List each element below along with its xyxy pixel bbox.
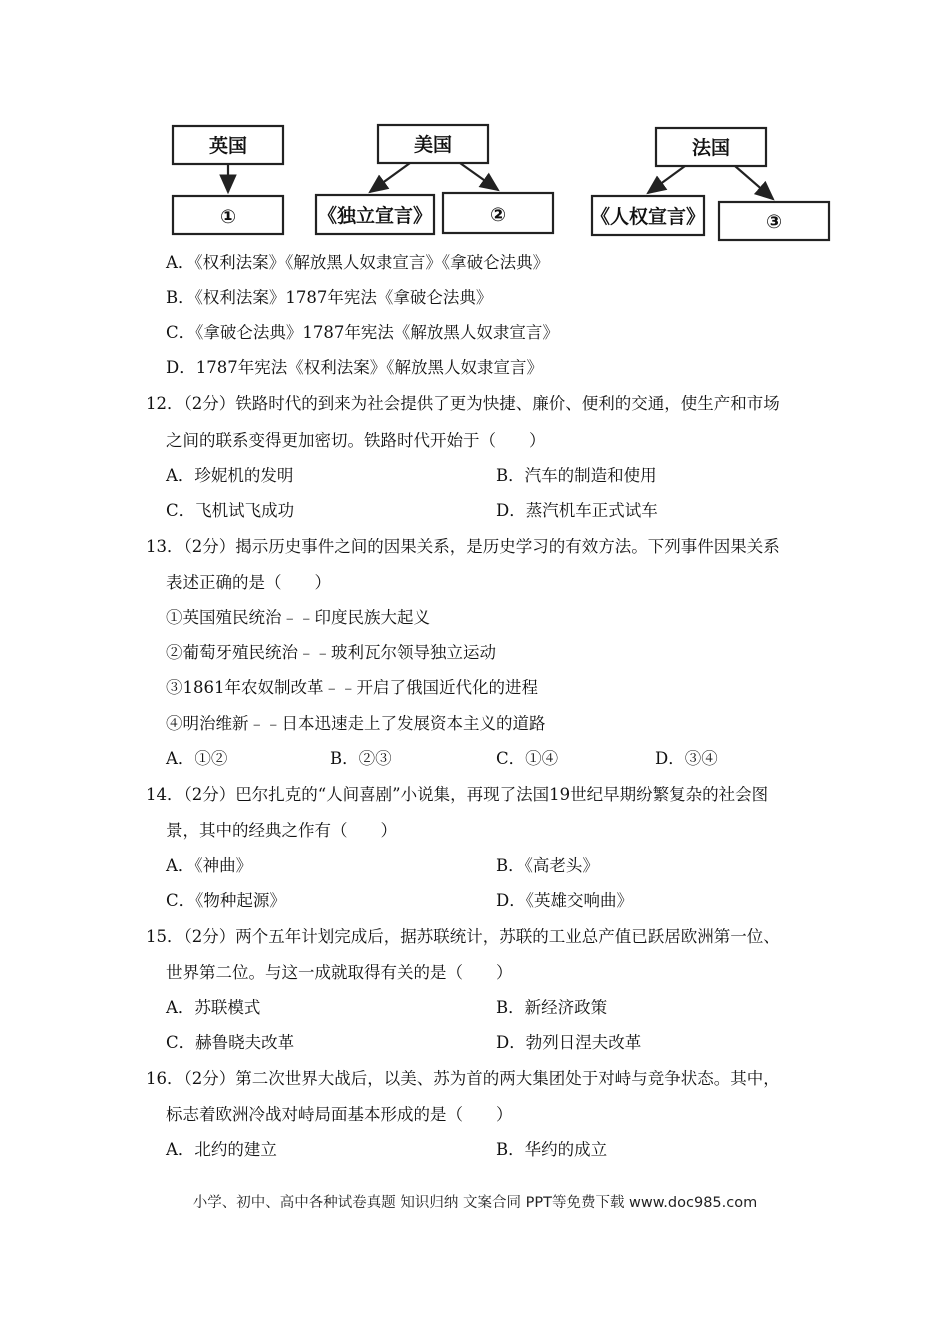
q15-option-b: B．新经济政策 [496, 998, 608, 1017]
q14-option-b: B．《高老头》 [496, 856, 599, 875]
label-england: 英国 [208, 135, 248, 157]
q13-item-4: ④明治维新﹣﹣日本迅速走上了发展资本主义的道路 [166, 714, 546, 733]
q14-option-d: D．《英雄交响曲》 [496, 891, 633, 910]
q14-option-a: A．《神曲》 [166, 856, 253, 875]
label-usa-doc: 《独立宣言》 [317, 205, 433, 227]
label-blank-2: ② [489, 204, 507, 226]
label-usa: 美国 [413, 134, 453, 156]
page-footer[interactable]: 小学、初中、高中各种试卷真题 知识归纳 文案合同 PPT等免费下载 www.doc985.com [192, 1195, 758, 1211]
q11-option-d: D．1787年宪法《权利法案》《解放黑人奴隶宣言》 [166, 358, 543, 377]
q14-option-c: C．《物种起源》 [166, 891, 286, 910]
q14-stem-line1: 14．（2分）巴尔扎克的“人间喜剧”小说集，再现了法国19世纪早期纷繁复杂的社会图 [146, 785, 769, 804]
arrow-france-right [735, 166, 773, 199]
q13-option-b: B．②③ [330, 749, 392, 768]
diagram-figure [170, 118, 835, 243]
q13-item-1: ①英国殖民统治﹣﹣印度民族大起义 [166, 608, 430, 627]
q15-option-d: D．勃列日涅夫改革 [496, 1033, 642, 1052]
q11-option-b: B．《权利法案》1787年宪法《拿破仑法典》 [166, 288, 493, 307]
q12-stem-line1: 12．（2分）铁路时代的到来为社会提供了更为快捷、廉价、便利的交通，使生产和市场 [146, 394, 780, 413]
arrow-usa-right [460, 163, 498, 190]
q13-item-2: ②葡萄牙殖民统治﹣﹣玻利瓦尔领导独立运动 [166, 643, 496, 662]
q15-option-a: A．苏联模式 [166, 998, 261, 1017]
q13-stem-line2: 表述正确的是（ ） [166, 573, 331, 592]
q13-item-3: ③1861年农奴制改革﹣﹣开启了俄国近代化的进程 [166, 678, 538, 697]
arrow-france-left [648, 166, 685, 193]
q12-option-b: B．汽车的制造和使用 [496, 466, 657, 485]
label-france-doc: 《人权宣言》 [590, 206, 706, 228]
q14-stem-line2: 景，其中的经典之作有（ ） [166, 821, 397, 840]
diagram-svg [170, 118, 835, 243]
label-blank-1: ① [219, 206, 237, 228]
label-france: 法国 [691, 137, 731, 159]
q15-stem-line1: 15．（2分）两个五年计划完成后，据苏联统计，苏联的工业总产值已跃居欧洲第一位、 [146, 927, 780, 946]
q11-option-c: C．《拿破仑法典》1787年宪法《解放黑人奴隶宣言》 [166, 323, 559, 342]
q12-option-a: A．珍妮机的发明 [166, 466, 294, 485]
q16-stem-line1: 16．（2分）第二次世界大战后，以美、苏为首的两大集团处于对峙与竞争状态。其中， [146, 1069, 780, 1088]
label-blank-3: ③ [765, 211, 783, 233]
q12-option-d: D．蒸汽机车正式试车 [496, 501, 658, 520]
q12-stem-line2: 之间的联系变得更加密切。铁路时代开始于（ ） [166, 431, 546, 450]
q15-stem-line2: 世界第二位。与这一成就取得有关的是（ ） [166, 963, 513, 982]
q11-option-a: A．《权利法案》《解放黑人奴隶宣言》《拿破仑法典》 [166, 253, 550, 272]
q13-option-c: C．①④ [496, 749, 559, 768]
q16-option-b: B．华约的成立 [496, 1140, 608, 1159]
q16-option-a: A．北约的建立 [166, 1140, 277, 1159]
q13-option-a: A．①② [166, 749, 228, 768]
q12-option-c: C．飞机试飞成功 [166, 501, 295, 520]
arrow-usa-left [370, 163, 410, 192]
q13-stem-line1: 13．（2分）揭示历史事件之间的因果关系，是历史学习的有效方法。下列事件因果关系 [146, 537, 780, 556]
q16-stem-line2: 标志着欧洲冷战对峙局面基本形成的是（ ） [166, 1105, 513, 1124]
q13-option-d: D．③④ [655, 749, 718, 768]
q15-option-c: C．赫鲁晓夫改革 [166, 1033, 295, 1052]
